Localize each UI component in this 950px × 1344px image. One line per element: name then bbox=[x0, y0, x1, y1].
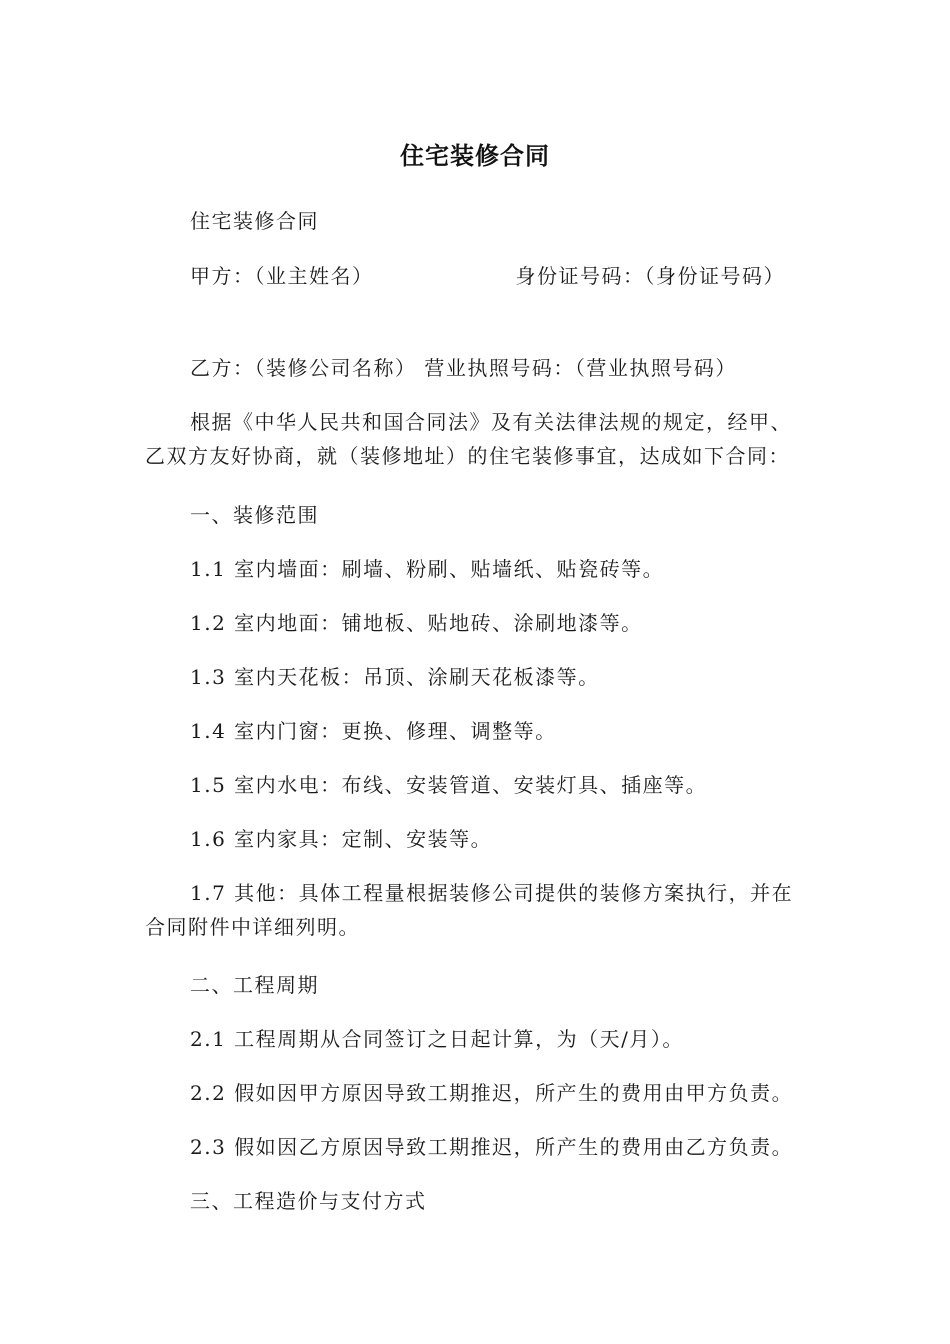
list-item: 1.5 室内水电：布线、安装管道、安装灯具、插座等。 bbox=[190, 773, 708, 797]
subtitle: 住宅装修合同 bbox=[190, 209, 319, 233]
list-item: 1.4 室内门窗：更换、修理、调整等。 bbox=[190, 719, 557, 743]
party-b: 乙方：（装修公司名称） 营业执照号码：（营业执照号码） bbox=[190, 356, 737, 380]
section-3-heading: 三、工程造价与支付方式 bbox=[190, 1189, 427, 1213]
party-a-name: 甲方：（业主姓名） bbox=[190, 264, 374, 288]
party-a-id: 身份证号码：（身份证号码） bbox=[515, 264, 785, 288]
list-item: 2.3 假如因乙方原因导致工期推迟，所产生的费用由乙方负责。 bbox=[190, 1135, 794, 1159]
document-title: 住宅装修合同 bbox=[400, 142, 550, 170]
section-2-heading: 二、工程周期 bbox=[190, 973, 319, 997]
list-item: 2.1 工程周期从合同签订之日起计算，为（天/月）。 bbox=[190, 1027, 684, 1051]
list-item: 1.1 室内墙面：刷墙、粉刷、贴墙纸、贴瓷砖等。 bbox=[190, 557, 665, 581]
list-item: 1.2 室内地面：铺地板、贴地砖、涂刷地漆等。 bbox=[190, 611, 643, 635]
party-a bbox=[145, 259, 813, 293]
list-item: 2.2 假如因甲方原因导致工期推迟，所产生的费用由甲方负责。 bbox=[190, 1081, 794, 1105]
section-1-heading: 一、装修范围 bbox=[190, 503, 319, 527]
list-item: 1.6 室内家具：定制、安装等。 bbox=[190, 827, 493, 851]
list-item: 1.3 室内天花板：吊顶、涂刷天花板漆等。 bbox=[190, 665, 600, 689]
preamble: 根据《中华人民共和国合同法》及有关法律法规的规定，经甲、乙双方友好协商，就（装修地址）的住宅装修事宜，达成如下合同： bbox=[145, 410, 792, 468]
list-item: 1.7 其他：具体工程量根据装修公司提供的装修方案执行，并在合同附件中详细列明。 bbox=[145, 881, 794, 939]
